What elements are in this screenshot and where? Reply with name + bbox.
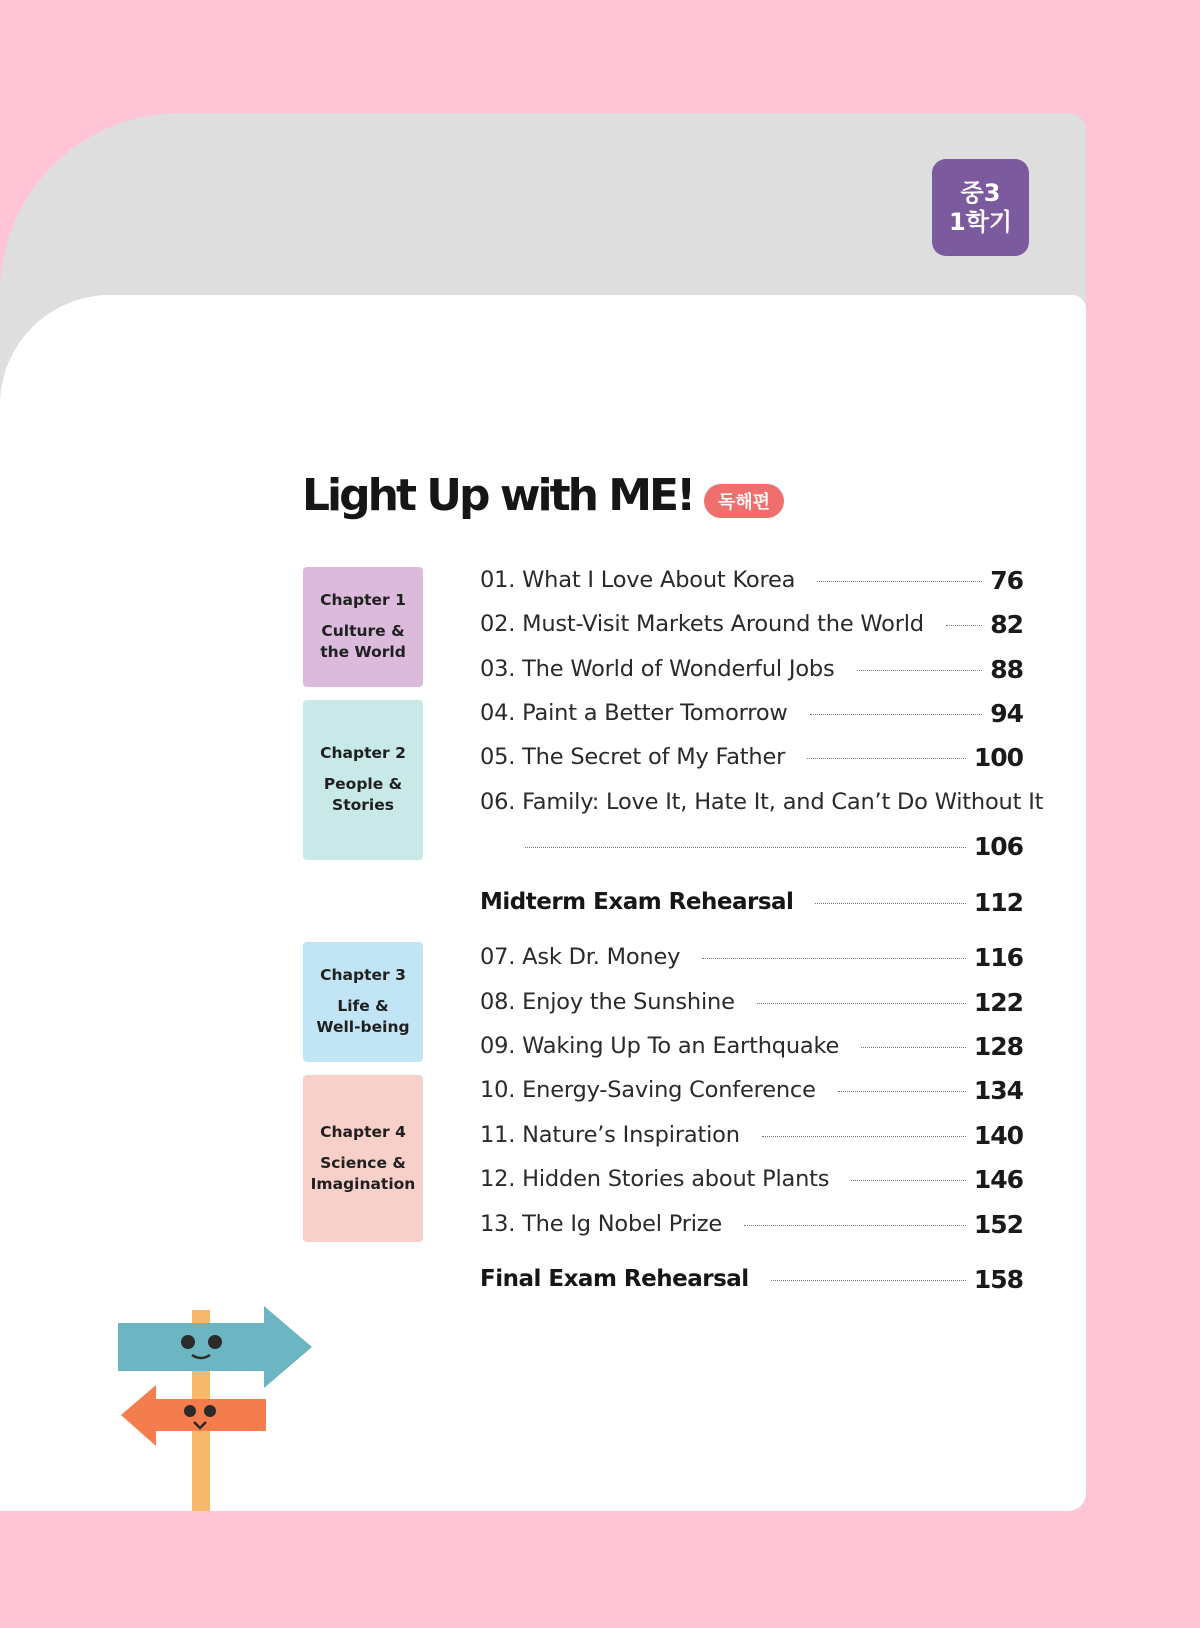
chapter-number: Chapter 3 — [320, 966, 406, 984]
toc-entry-title: 04. Paint a Better Tomorrow — [480, 700, 788, 726]
toc-entry[interactable] — [480, 1072, 1023, 1108]
toc-page-number: 128 — [973, 1031, 1023, 1061]
toc-entry[interactable] — [480, 1117, 1023, 1153]
dot-leader — [807, 758, 966, 759]
chapter-name: Life & Well-being — [316, 997, 410, 1036]
dot-leader — [861, 1047, 966, 1048]
dot-leader — [815, 903, 965, 904]
dot-leader — [525, 847, 966, 848]
grade-badge-line1: 중3 — [960, 178, 1001, 207]
toc-entry[interactable] — [480, 739, 1023, 775]
toc-entry-midterm[interactable] — [480, 884, 1023, 920]
chapter-name: People & Stories — [323, 775, 403, 814]
right-arrow-sign — [118, 1306, 312, 1388]
toc-entry-title: 10. Energy-Saving Conference — [480, 1077, 816, 1103]
toc-entry-title: Midterm Exam Rehearsal — [480, 889, 794, 915]
chapter-box-2 — [303, 700, 423, 860]
toc-page-number: 100 — [973, 742, 1023, 772]
chapter-box-3 — [303, 942, 423, 1062]
toc-entry-title: 02. Must-Visit Markets Around the World — [480, 611, 924, 637]
toc-page-number: 116 — [973, 942, 1023, 972]
dot-leader — [757, 1003, 966, 1004]
chapter-number: Chapter 1 — [320, 591, 406, 609]
toc-page-number: 134 — [973, 1075, 1023, 1105]
toc-entry[interactable] — [480, 1206, 1023, 1242]
dot-leader — [702, 958, 966, 959]
toc-entry-title: Final Exam Rehearsal — [480, 1266, 749, 1292]
dot-leader — [817, 581, 982, 582]
dot-leader — [744, 1225, 966, 1226]
toc-entry[interactable] — [480, 939, 1023, 975]
toc-entry-title: 08. Enjoy the Sunshine — [480, 989, 735, 1015]
chapter-number: Chapter 4 — [320, 1122, 406, 1141]
toc-entry[interactable] — [480, 984, 1023, 1020]
toc-entry-title: 01. What I Love About Korea — [480, 567, 796, 593]
grade-badge-line2: 1학기 — [948, 207, 1013, 236]
chapter-number: Chapter 2 — [320, 744, 406, 762]
chapter-name: Science & Imagination — [310, 1153, 416, 1193]
toc-page-number: 112 — [973, 887, 1023, 917]
toc-entry-title: 13. The Ig Nobel Prize — [480, 1211, 723, 1237]
toc-entry-title: 12. Hidden Stories about Plants — [480, 1166, 830, 1192]
signpost-illustration — [118, 1300, 318, 1511]
dot-leader — [838, 1091, 966, 1092]
toc-entry-title: 06. Family: Love It, Hate It, and Can’t Do Without It — [480, 789, 1044, 815]
toc-page-number: 158 — [973, 1264, 1023, 1294]
dot-leader — [810, 714, 983, 715]
toc-entry[interactable] — [480, 606, 1023, 642]
toc-page-number: 140 — [973, 1120, 1023, 1150]
chapter-box-4 — [303, 1075, 423, 1242]
dot-leader — [946, 625, 982, 626]
toc-page-number: 122 — [973, 987, 1023, 1017]
toc-page-number: 146 — [973, 1164, 1023, 1194]
toc-page-number: 82 — [990, 609, 1023, 639]
toc-entry[interactable] — [480, 784, 1044, 820]
toc-entry[interactable] — [480, 695, 1023, 731]
chapter-box-1 — [303, 567, 423, 687]
toc-page-number: 76 — [990, 565, 1023, 595]
toc-entry-title: 09. Waking Up To an Earthquake — [480, 1033, 840, 1059]
toc-entry-title: 03. The World of Wonderful Jobs — [480, 656, 835, 682]
page-title: Light Up with ME! — [302, 470, 694, 521]
toc-entry-title: 07. Ask Dr. Money — [480, 944, 681, 970]
dot-leader — [771, 1280, 966, 1281]
toc-entry[interactable] — [480, 651, 1023, 687]
toc-entry-title: 05. The Secret of My Father — [480, 744, 786, 770]
toc-entry-title: 11. Nature’s Inspiration — [480, 1122, 740, 1148]
dot-leader — [857, 670, 983, 671]
toc-entry[interactable] — [480, 1161, 1023, 1197]
toc-entry[interactable] — [480, 562, 1023, 598]
title-tag: 독해편 — [704, 484, 784, 518]
toc-page-number: 106 — [973, 831, 1023, 861]
chapter-name: Culture & the World — [320, 622, 406, 661]
dot-leader — [851, 1180, 966, 1181]
dot-leader — [762, 1136, 966, 1137]
grade-badge — [932, 159, 1029, 256]
toc-page-number: 152 — [973, 1209, 1023, 1239]
toc-page-number: 88 — [990, 654, 1023, 684]
toc-entry[interactable] — [480, 1028, 1023, 1064]
toc-entry-final[interactable] — [480, 1261, 1023, 1297]
toc-entry-continued[interactable] — [525, 828, 1023, 864]
toc-page-number: 94 — [990, 698, 1023, 728]
